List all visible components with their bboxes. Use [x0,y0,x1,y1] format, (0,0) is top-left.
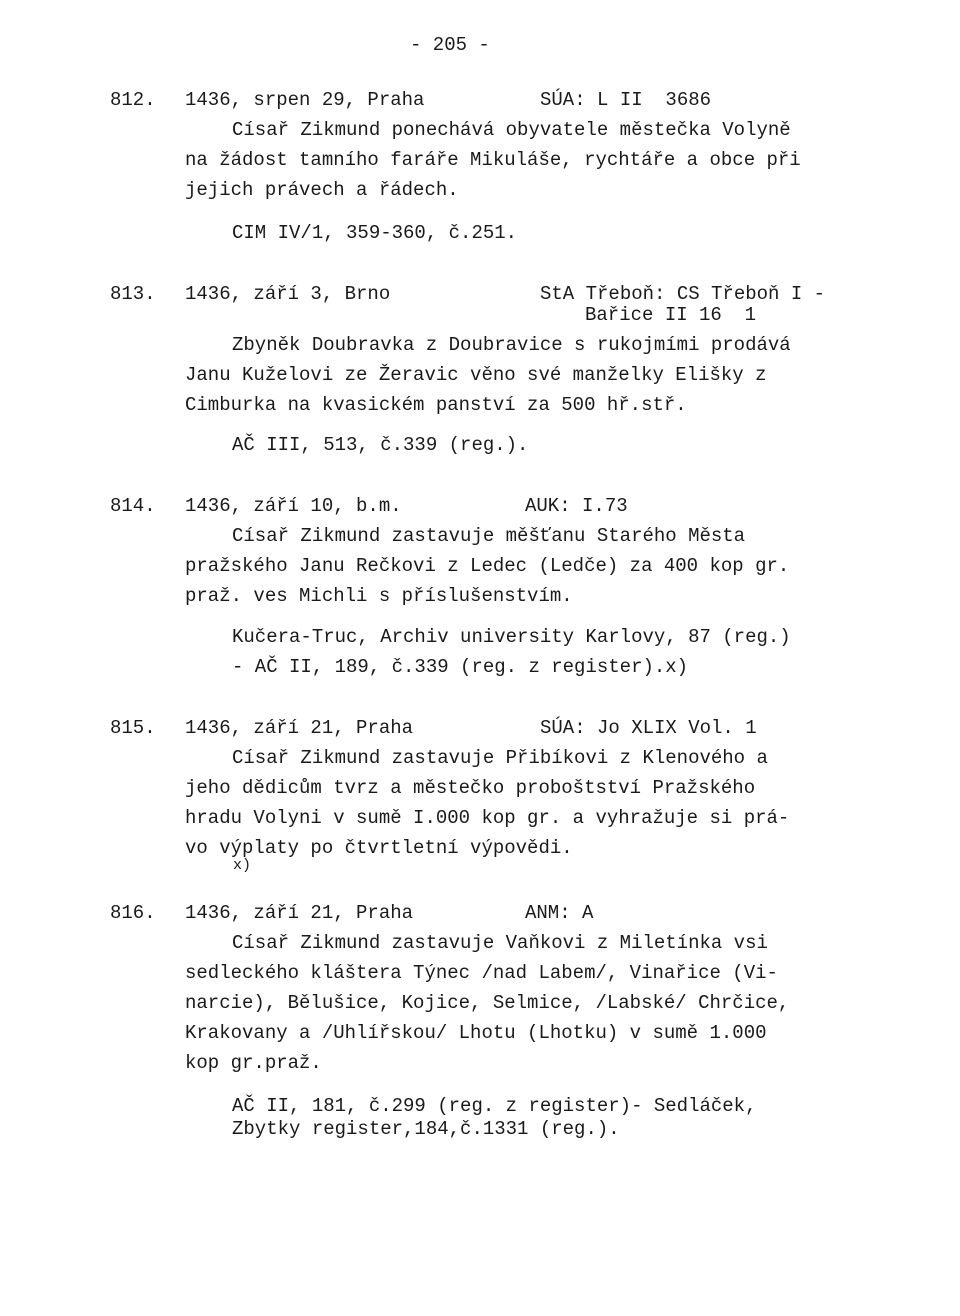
entry-date-place: 1436, září 21, Praha [185,717,414,739]
entry-summary-line: jejich právech a řádech. [185,179,459,201]
entry-summary-line: sedleckého kláštera Týnec /nad Labem/, Vinařice (Vi- [185,962,778,984]
entry-summary-line: Cimburka na kvasickém panství za 500 hř.stř. [185,394,687,416]
entry-date-place: 1436, září 3, Brno [185,283,391,305]
entry-summary-line: Císař Zikmund zastavuje Přibíkovi z Klenového a [232,747,768,769]
entry-citation: AČ II, 181, č.299 (reg. z register)- Sedláček, [232,1095,757,1117]
entry-citation: - AČ II, 189, č.339 (reg. z register).x) [232,656,689,678]
entry-summary-line: Zbyněk Doubravka z Doubravice s rukojmími prodává [232,334,791,356]
entry-summary-line: vo výplaty po čtvrtletní výpovědi. [185,837,573,859]
entry-summary-line: Krakovany a /Uhlířskou/ Lhotu (Lhotku) v sumě 1.000 [185,1022,767,1044]
entry-number: 814. [110,495,156,517]
entry-archive-ref: ANM: A [525,902,594,924]
entry-summary-line: Císař Zikmund ponechává obyvatele městečka Volyně [232,119,791,141]
entry-archive-ref: SÚA: Jo XLIX Vol. 1 [540,717,757,739]
entry-archive-ref-continued: Bařice II 16 1 [585,304,757,326]
entry-citation: CIM IV/1, 359-360, č.251. [232,222,518,244]
entry-archive-ref: SÚA: L II 3686 [540,89,712,111]
page-number: - 205 - [410,34,490,56]
entry-date-place: 1436, září 21, Praha [185,902,414,924]
entry-number: 815. [110,717,156,739]
entry-summary-line: Janu Kuželovi ze Žeravic věno své manželky Elišky z [185,364,767,386]
entry-summary-line: jeho dědicům tvrz a městečko proboštství Pražského [185,777,756,799]
entry-summary-line: narcie), Bělušice, Kojice, Selmice, /Labské/ Chrčice, [185,992,790,1014]
entry-summary-line: praž. ves Michli s příslušenstvím. [185,585,573,607]
entry-archive-ref: AUK: I.73 [525,495,628,517]
entry-date-place: 1436, srpen 29, Praha [185,89,425,111]
entry-number: 812. [110,89,156,111]
entry-number: 816. [110,902,156,924]
entry-number: 813. [110,283,156,305]
entry-summary-line: kop gr.praž. [185,1052,322,1074]
entry-citation: AČ III, 513, č.339 (reg.). [232,434,529,456]
footnote-mark: x) [233,857,252,874]
entry-citation: Zbytky register,184,č.1331 (reg.). [232,1118,620,1140]
entry-summary-line: hradu Volyni v sumě I.000 kop gr. a vyhražuje si prá- [185,807,790,829]
entry-citation: Kučera-Truc, Archiv university Karlovy, 87 (reg.) [232,626,791,648]
entry-summary-line: pražského Janu Rečkovi z Ledec (Ledče) za 400 kop gr. [185,555,790,577]
entry-archive-ref: StA Třeboň: CS Třeboň I - [540,283,826,305]
entry-summary-line: na žádost tamního faráře Mikuláše, rychtáře a obce při [185,149,801,171]
entry-summary-line: Císař Zikmund zastavuje měšťanu Starého Města [232,525,746,547]
entry-date-place: 1436, září 10, b.m. [185,495,402,517]
entry-summary-line: Císař Zikmund zastavuje Vaňkovi z Miletínka vsi [232,932,768,954]
